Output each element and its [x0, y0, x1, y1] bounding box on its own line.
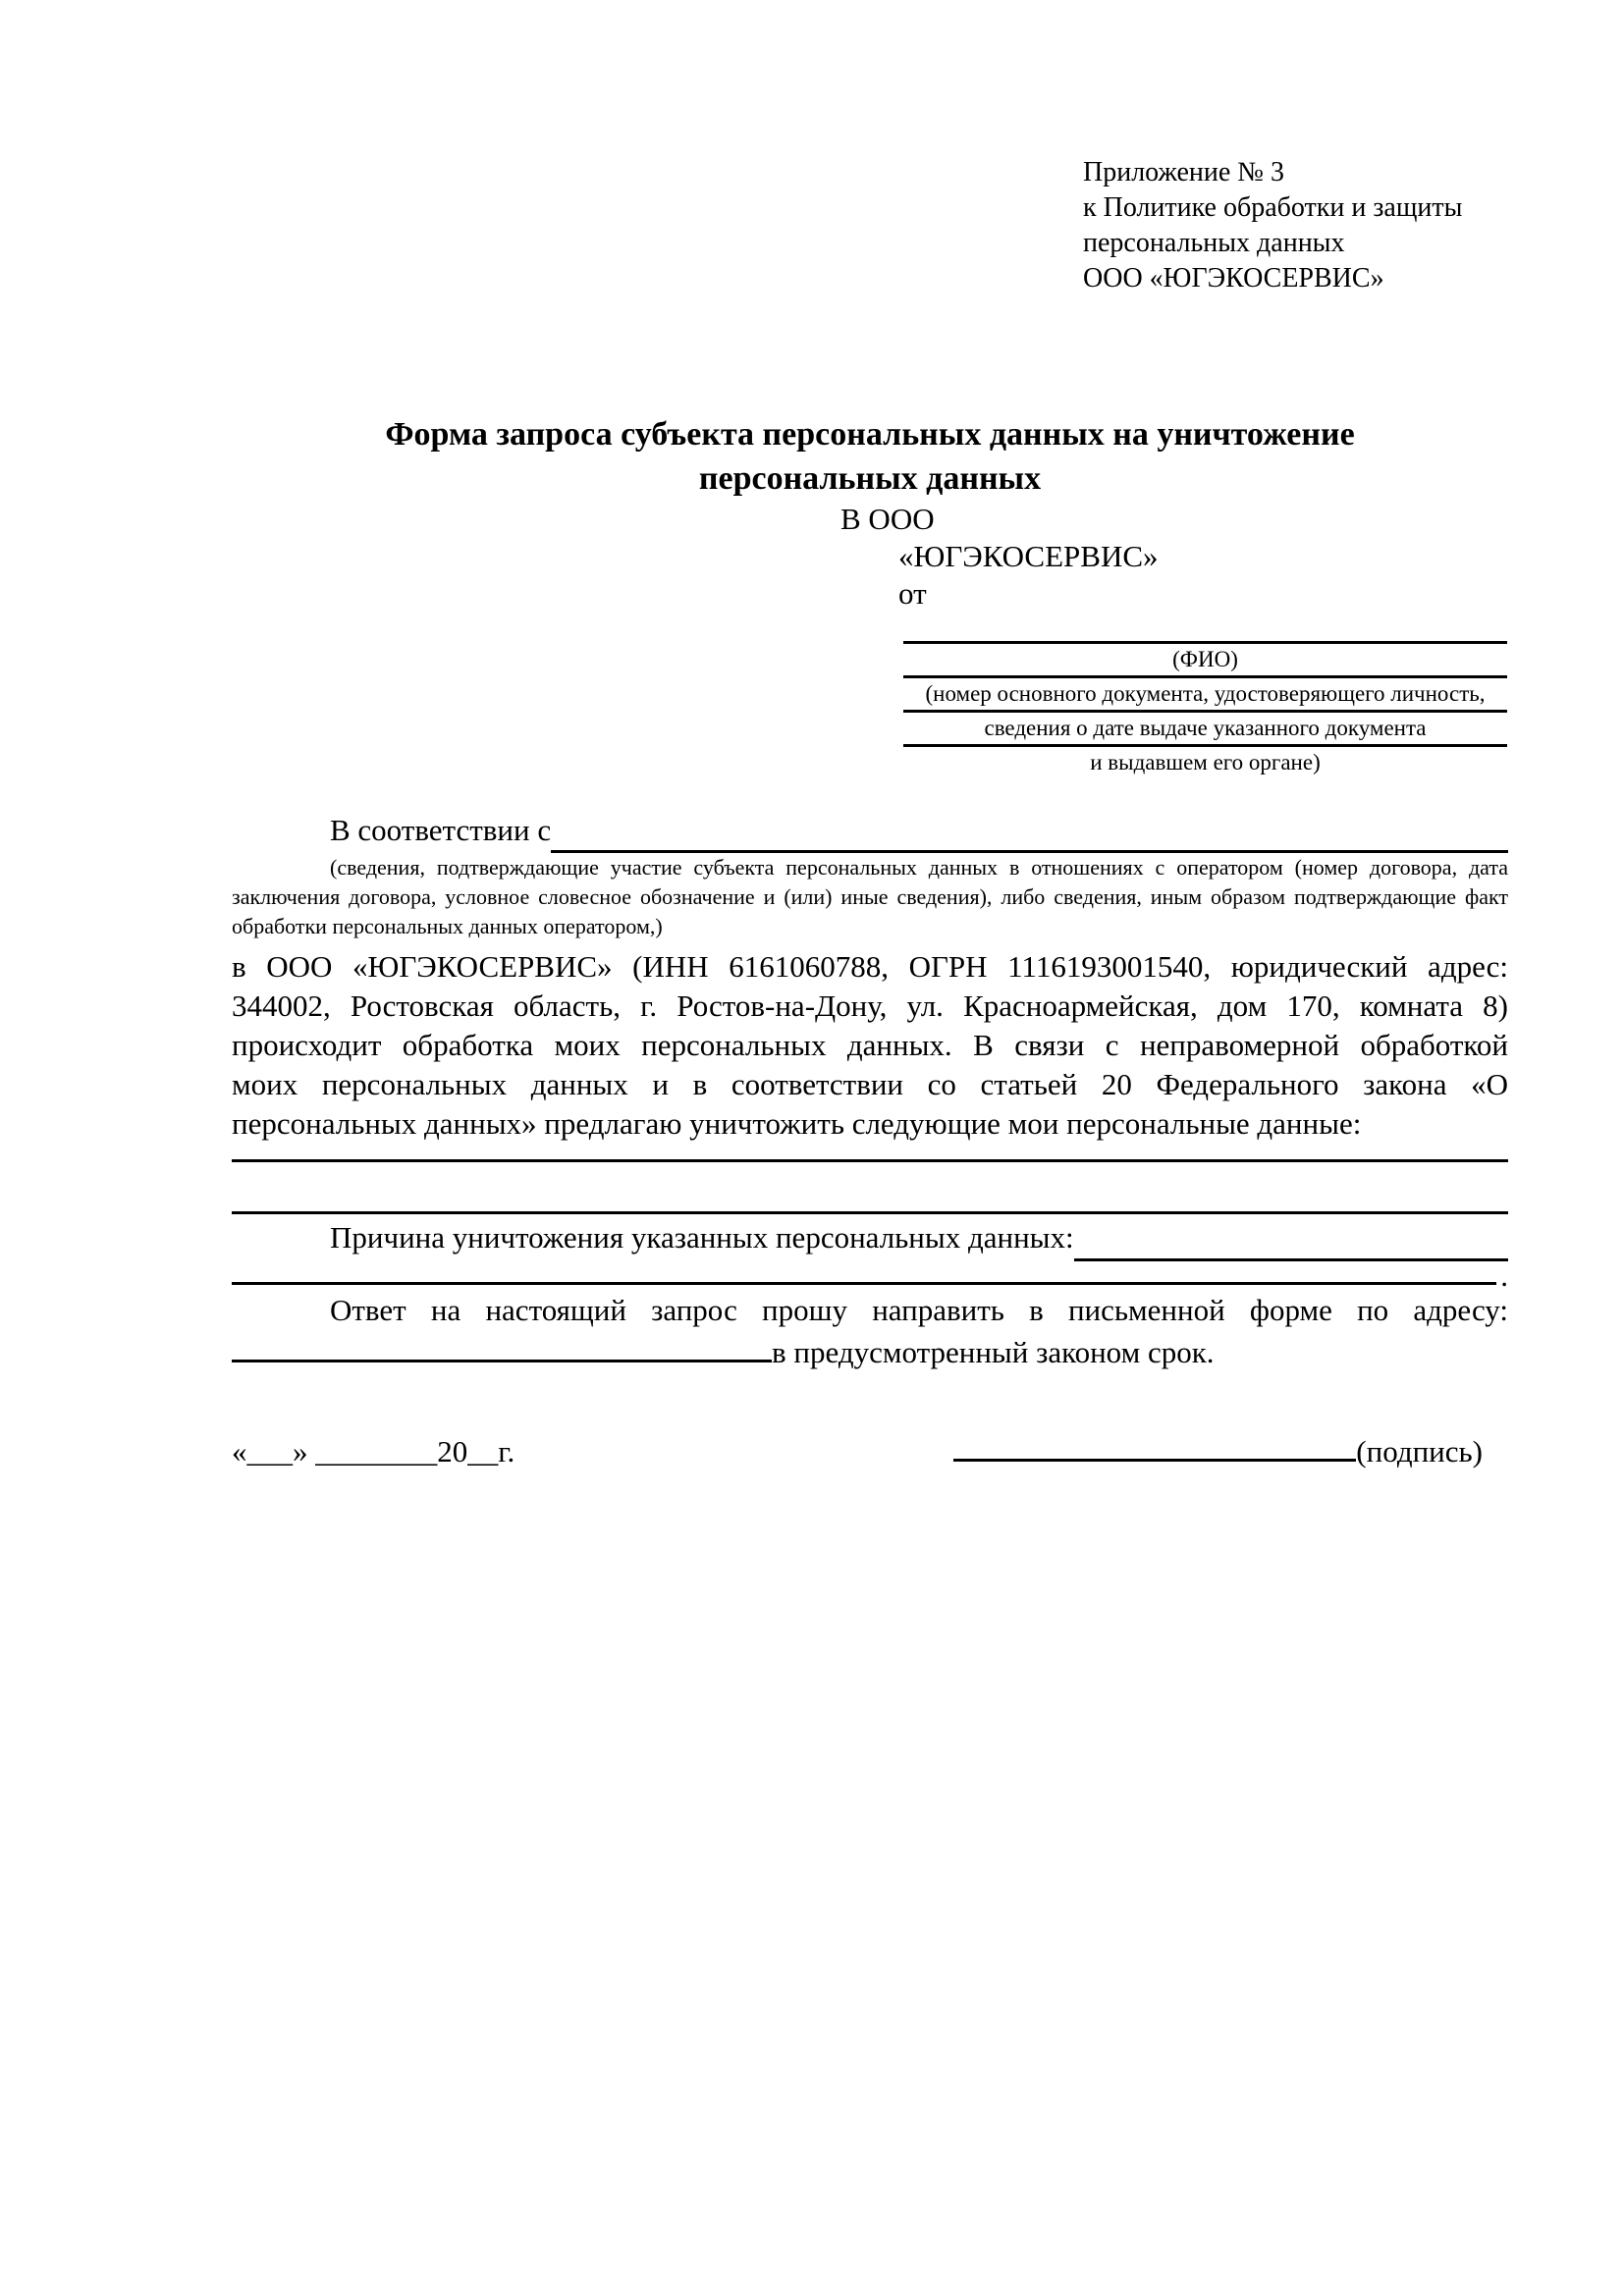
paragraph-line: персональных данных» предлагаю уничтожить следующие мои персональные данные:: [232, 1106, 1362, 1141]
accordance-line: [232, 808, 1508, 853]
issuing-authority-caption: и выдавшем его органе): [1090, 750, 1321, 774]
footer-row: [232, 1432, 1508, 1471]
accordance-caption: [232, 853, 1508, 941]
title-line: персональных данных: [698, 460, 1042, 497]
data-write-in-underline-2: [232, 1162, 1508, 1214]
reason-underline: [1074, 1258, 1508, 1261]
answer-line-2: [232, 1331, 1508, 1373]
addressee-block: [232, 501, 1508, 778]
paragraph-line: моих персональных данных и в соответствии со статьей 20 Федерального закона «О: [232, 1067, 1508, 1101]
form-field-fio: [903, 613, 1507, 675]
addressee-from-label: от: [898, 576, 927, 611]
form-field-issue-date: [903, 710, 1507, 744]
accordance-caption-line: обработки персональных данных оператором,): [232, 914, 663, 938]
document-number-caption: (номер основного документа, удостоверяющего личность,: [925, 681, 1486, 706]
data-write-in-underline-1: [232, 1144, 1508, 1162]
reason-label: Причина уничтожения указанных персональных данных:: [330, 1220, 1074, 1255]
trailing-period: .: [1500, 1258, 1508, 1293]
appendix-note-line: ООО «ЮГЭКОСЕРВИС»: [1083, 263, 1384, 294]
answer-line-2-text: в предусмотренный законом срок.: [772, 1335, 1215, 1369]
signature-underline: [953, 1459, 1356, 1462]
title-line: Форма запроса субъекта персональных данных на уничтожение: [385, 416, 1355, 453]
accordance-caption-line: заключения договора, условное словесное обозначение и (или) иные сведения), либо сведения, иным образом подтверждающие факт: [232, 884, 1508, 909]
addressee-to-label: В ООО: [840, 502, 935, 536]
appendix-note-line: Приложение № 3: [1083, 157, 1284, 187]
fio-underline: [903, 613, 1507, 644]
reason-continuation-line: [232, 1258, 1508, 1293]
accordance-label: В соответствии с: [330, 813, 552, 847]
reason-line: [232, 1214, 1508, 1261]
appendix-note-line: к Политике обработки и защиты: [1083, 192, 1463, 223]
document-title: [232, 412, 1508, 501]
answer-line-1: Ответ на настоящий запрос прошу направить в письменной форме по адресу:: [330, 1293, 1508, 1327]
appendix-note: [1083, 155, 1508, 296]
signature-group: [953, 1432, 1483, 1471]
main-paragraph: [232, 947, 1508, 1144]
accordance-caption-line: (сведения, подтверждающие участие субъекта персональных данных в отношениях с оператором (номер договора, дата: [330, 855, 1508, 880]
form-field-issuing-authority: [903, 744, 1507, 778]
issue-date-caption: сведения о дате выдаче указанного документа: [984, 716, 1427, 740]
reason-continuation-underline: [232, 1282, 1496, 1285]
date-field: «___» ________20__г.: [232, 1434, 515, 1468]
paragraph-line: 344002, Ростовская область, г. Ростов-на-Дону, ул. Красноармейская, дом 170, комната 8): [232, 988, 1508, 1023]
paragraph-line: происходит обработка моих персональных данных. В связи с неправомерной обработкой: [232, 1028, 1508, 1062]
paragraph-line: в ООО «ЮГЭКОСЕРВИС» (ИНН 6161060788, ОГРН 1116193001540, юридический адрес:: [232, 949, 1508, 984]
appendix-note-line: персональных данных: [1083, 228, 1345, 258]
fio-caption: (ФИО): [1172, 647, 1238, 671]
form-field-document-number: [903, 675, 1507, 710]
addressee-org-name: «ЮГЭКОСЕРВИС»: [898, 539, 1159, 573]
signature-caption: (подпись): [1356, 1434, 1483, 1468]
address-underline: [232, 1360, 772, 1362]
